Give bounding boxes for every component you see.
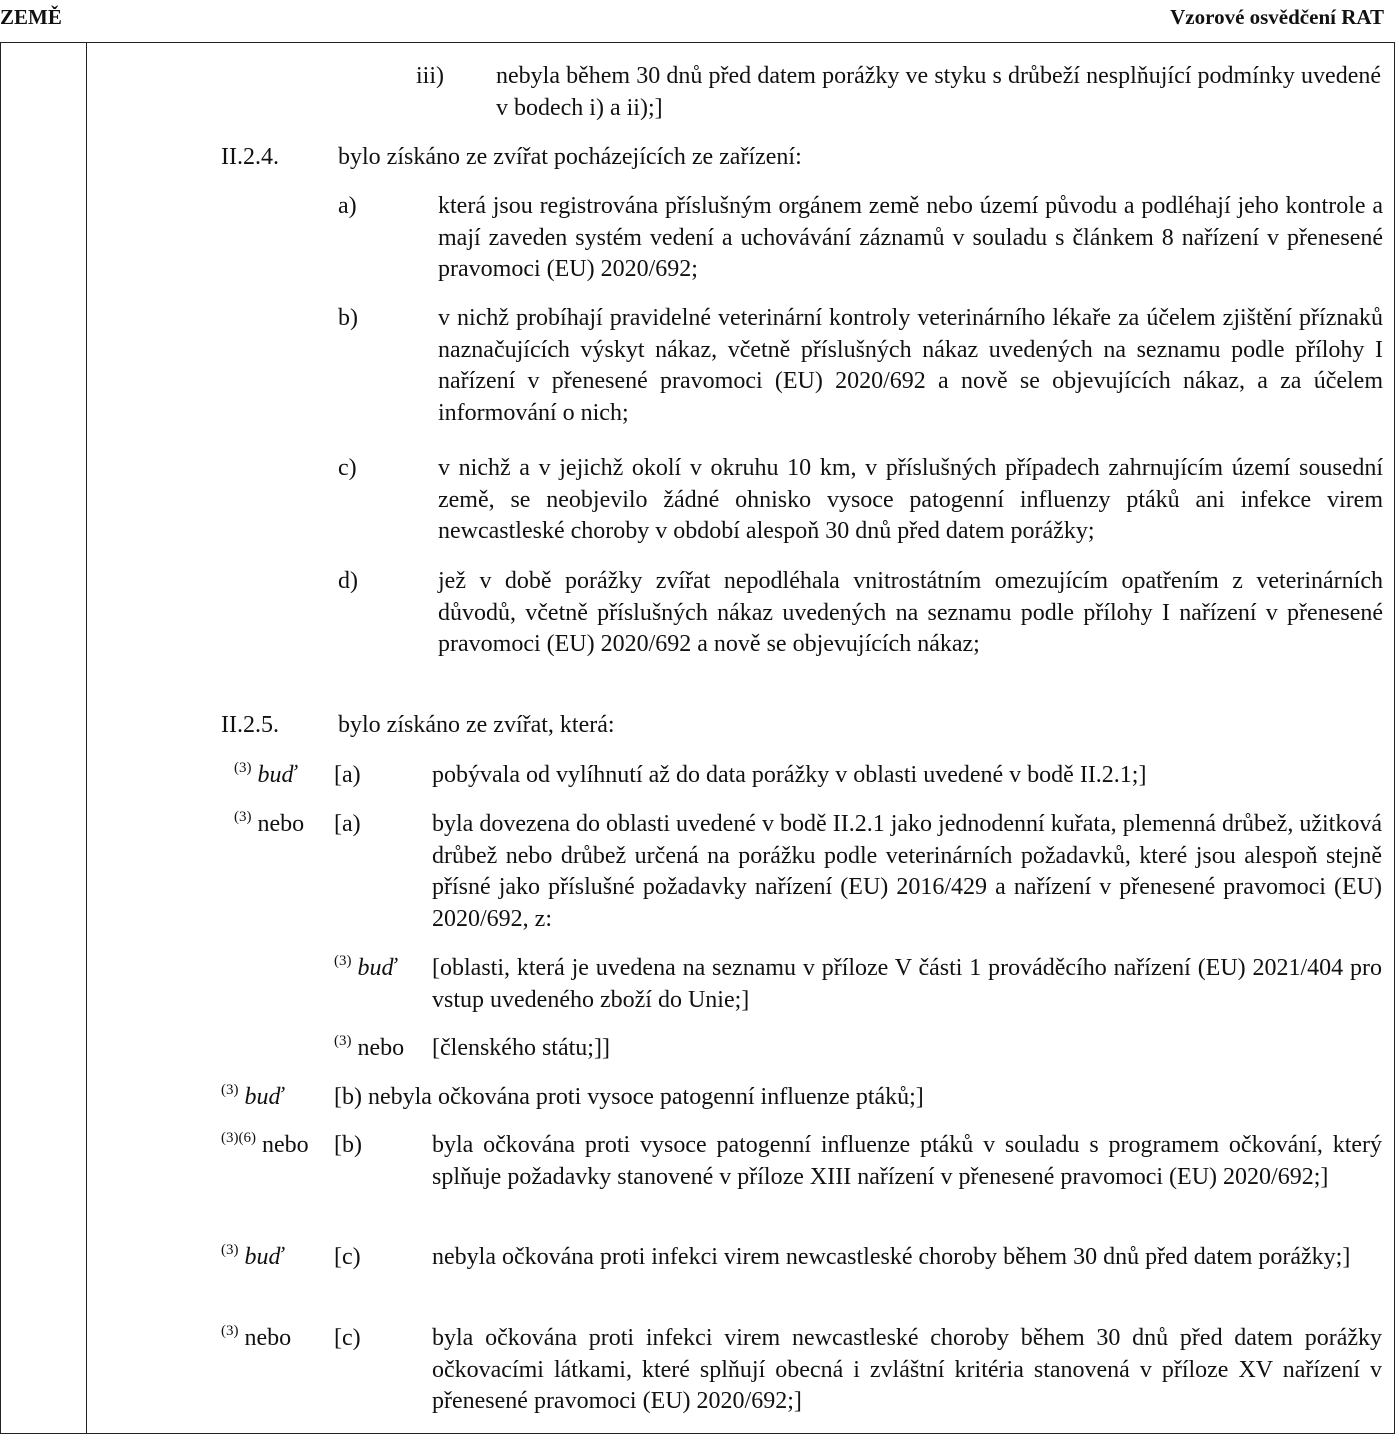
header-certificate-title: Vzorové osvědčení RAT <box>1170 5 1384 29</box>
s224-item-c-label: c) <box>338 455 357 481</box>
s225-b2-text: byla očkována proti vysoce patogenní influenze ptáků v souladu s programem očkování, který splňuje požadavky stanovené v příloze XIII nařízení v přenesené pravomoci (EU) 2020/692;] <box>432 1132 1382 1190</box>
s225-a2-sub1-option <box>334 953 396 985</box>
option-word: buď <box>257 762 297 788</box>
option-word: nebo <box>257 811 305 837</box>
s225-a2-option <box>234 809 304 841</box>
item-iii-label: iii) <box>416 63 444 89</box>
s225-b1-option <box>221 1082 283 1114</box>
header-country: ZEMĚ <box>0 5 62 29</box>
s225-c2-option <box>221 1323 291 1355</box>
s225-a2-sub2-text: [členského státu;]] <box>432 1035 610 1061</box>
option-word: nebo <box>244 1325 292 1351</box>
s225-b2-option <box>221 1130 309 1162</box>
s225-c2-text: byla očkována proti infekci virem newcastleské choroby během 30 dnů před datem porážky očkovacími látkami, které splňují obecná i zvláštní kritéria stanovená v příloze XV nařízení v přenesené pravomoci (EU) 2020/692;] <box>432 1325 1382 1414</box>
footnote-ref: (3) <box>334 953 352 969</box>
s224-item-a-label: a) <box>338 193 357 219</box>
option-word: buď <box>244 1244 284 1270</box>
section-225-number: II.2.5. <box>221 712 279 738</box>
s225-c2-label: [c) <box>334 1325 361 1351</box>
s225-a2-label: [a) <box>334 811 361 837</box>
section-224-number: II.2.4. <box>221 144 279 170</box>
s224-item-d-label: d) <box>338 568 358 594</box>
s224-item-b-text: v nichž probíhají pravidelné veterinární kontroly veterinárního lékaře za účelem zjištění příznaků naznačujících výskyt nákaz, včetně příslušných nákaz uvedených na seznamu podle přílohy I nařízení v přenesené pravomoci (EU) 2020/692 a nově se objevujících nákaz, a za účelem informování o nich; <box>438 305 1383 426</box>
s225-c1-text: nebyla očkována proti infekci virem newcastleské choroby během 30 dnů před datem porážky;] <box>432 1244 1351 1270</box>
s224-item-b-label: b) <box>338 305 358 331</box>
option-word: nebo <box>261 1132 309 1158</box>
s225-c1-option <box>221 1242 283 1274</box>
footnote-ref: (3) <box>221 1323 239 1339</box>
option-word: buď <box>357 955 397 981</box>
item-iii-text: nebyla během 30 dnů před datem porážky ve styku s drůbeží nesplňující podmínky uvedené v bodech i) a ii);] <box>496 63 1381 121</box>
footnote-ref: (3) <box>221 1082 239 1098</box>
option-word: nebo <box>357 1035 405 1061</box>
s224-item-d-text: jež v době porážky zvířat nepodléhala vnitrostátním omezujícím opatřením z veterinárních důvodů, včetně příslušných nákaz uvedených na seznamu podle přílohy I nařízení v přenesené pravomoci (EU) 2020/692 a nově se objevujících nákaz; <box>438 568 1383 657</box>
s225-a2-sub1-text: [oblasti, která je uvedena na seznamu v příloze V části 1 prováděcího nařízení (EU) 2021/404 pro vstup uvedeného zboží do Unie;] <box>432 955 1382 1013</box>
s225-a2-sub2-option <box>334 1033 404 1065</box>
section-224-intro: bylo získáno ze zvířat pocházejících ze zařízení: <box>338 144 802 170</box>
left-column-divider <box>86 42 87 1434</box>
footnote-ref: (3)(6) <box>221 1130 256 1146</box>
footnote-ref: (3) <box>234 809 252 825</box>
s224-item-c-text: v nichž a v jejichž okolí v okruhu 10 km, v příslušných případech zahrnujícím území sousední země, se neobjevilo žádné ohnisko vysoce patogenní influenzy ptáků ani infekce virem newcastleské choroby v období alespoň 30 dnů před datem porážky; <box>438 455 1383 544</box>
footnote-ref: (3) <box>221 1242 239 1258</box>
s225-b2-label: [b) <box>334 1132 362 1158</box>
s225-a1-text: pobývala od vylíhnutí až do data porážky v oblasti uvedené v bodě II.2.1;] <box>432 762 1147 788</box>
s224-item-a-text: která jsou registrována příslušným orgánem země nebo území původu a podléhají jeho kontrole a mají zaveden systém vedení a uchovávání záznamů v souladu s článkem 8 nařízení v přenesené pravomoci (EU) 2020/692; <box>438 193 1383 282</box>
s225-a2-text: byla dovezena do oblasti uvedené v bodě II.2.1 jako jednodenní kuřata, plemenná drůbež, užitková drůbež nebo drůbež určená na porážku podle veterinárních požadavků, které jsou alespoň stejně přísné jako příslušné požadavky nařízení (EU) 2016/429 a nařízení v přenesené pravomoci (EU) 2020/692, z: <box>432 811 1382 932</box>
footnote-ref: (3) <box>334 1033 352 1049</box>
s225-c1-label: [c) <box>334 1244 361 1270</box>
s225-b1-text: [b) nebyla očkována proti vysoce patogenní influenze ptáků;] <box>334 1084 924 1110</box>
s225-a1-label: [a) <box>334 762 361 788</box>
option-word: buď <box>244 1084 284 1110</box>
section-225-intro: bylo získáno ze zvířat, která: <box>338 712 615 738</box>
s225-a1-option <box>234 760 296 792</box>
footnote-ref: (3) <box>234 760 252 776</box>
